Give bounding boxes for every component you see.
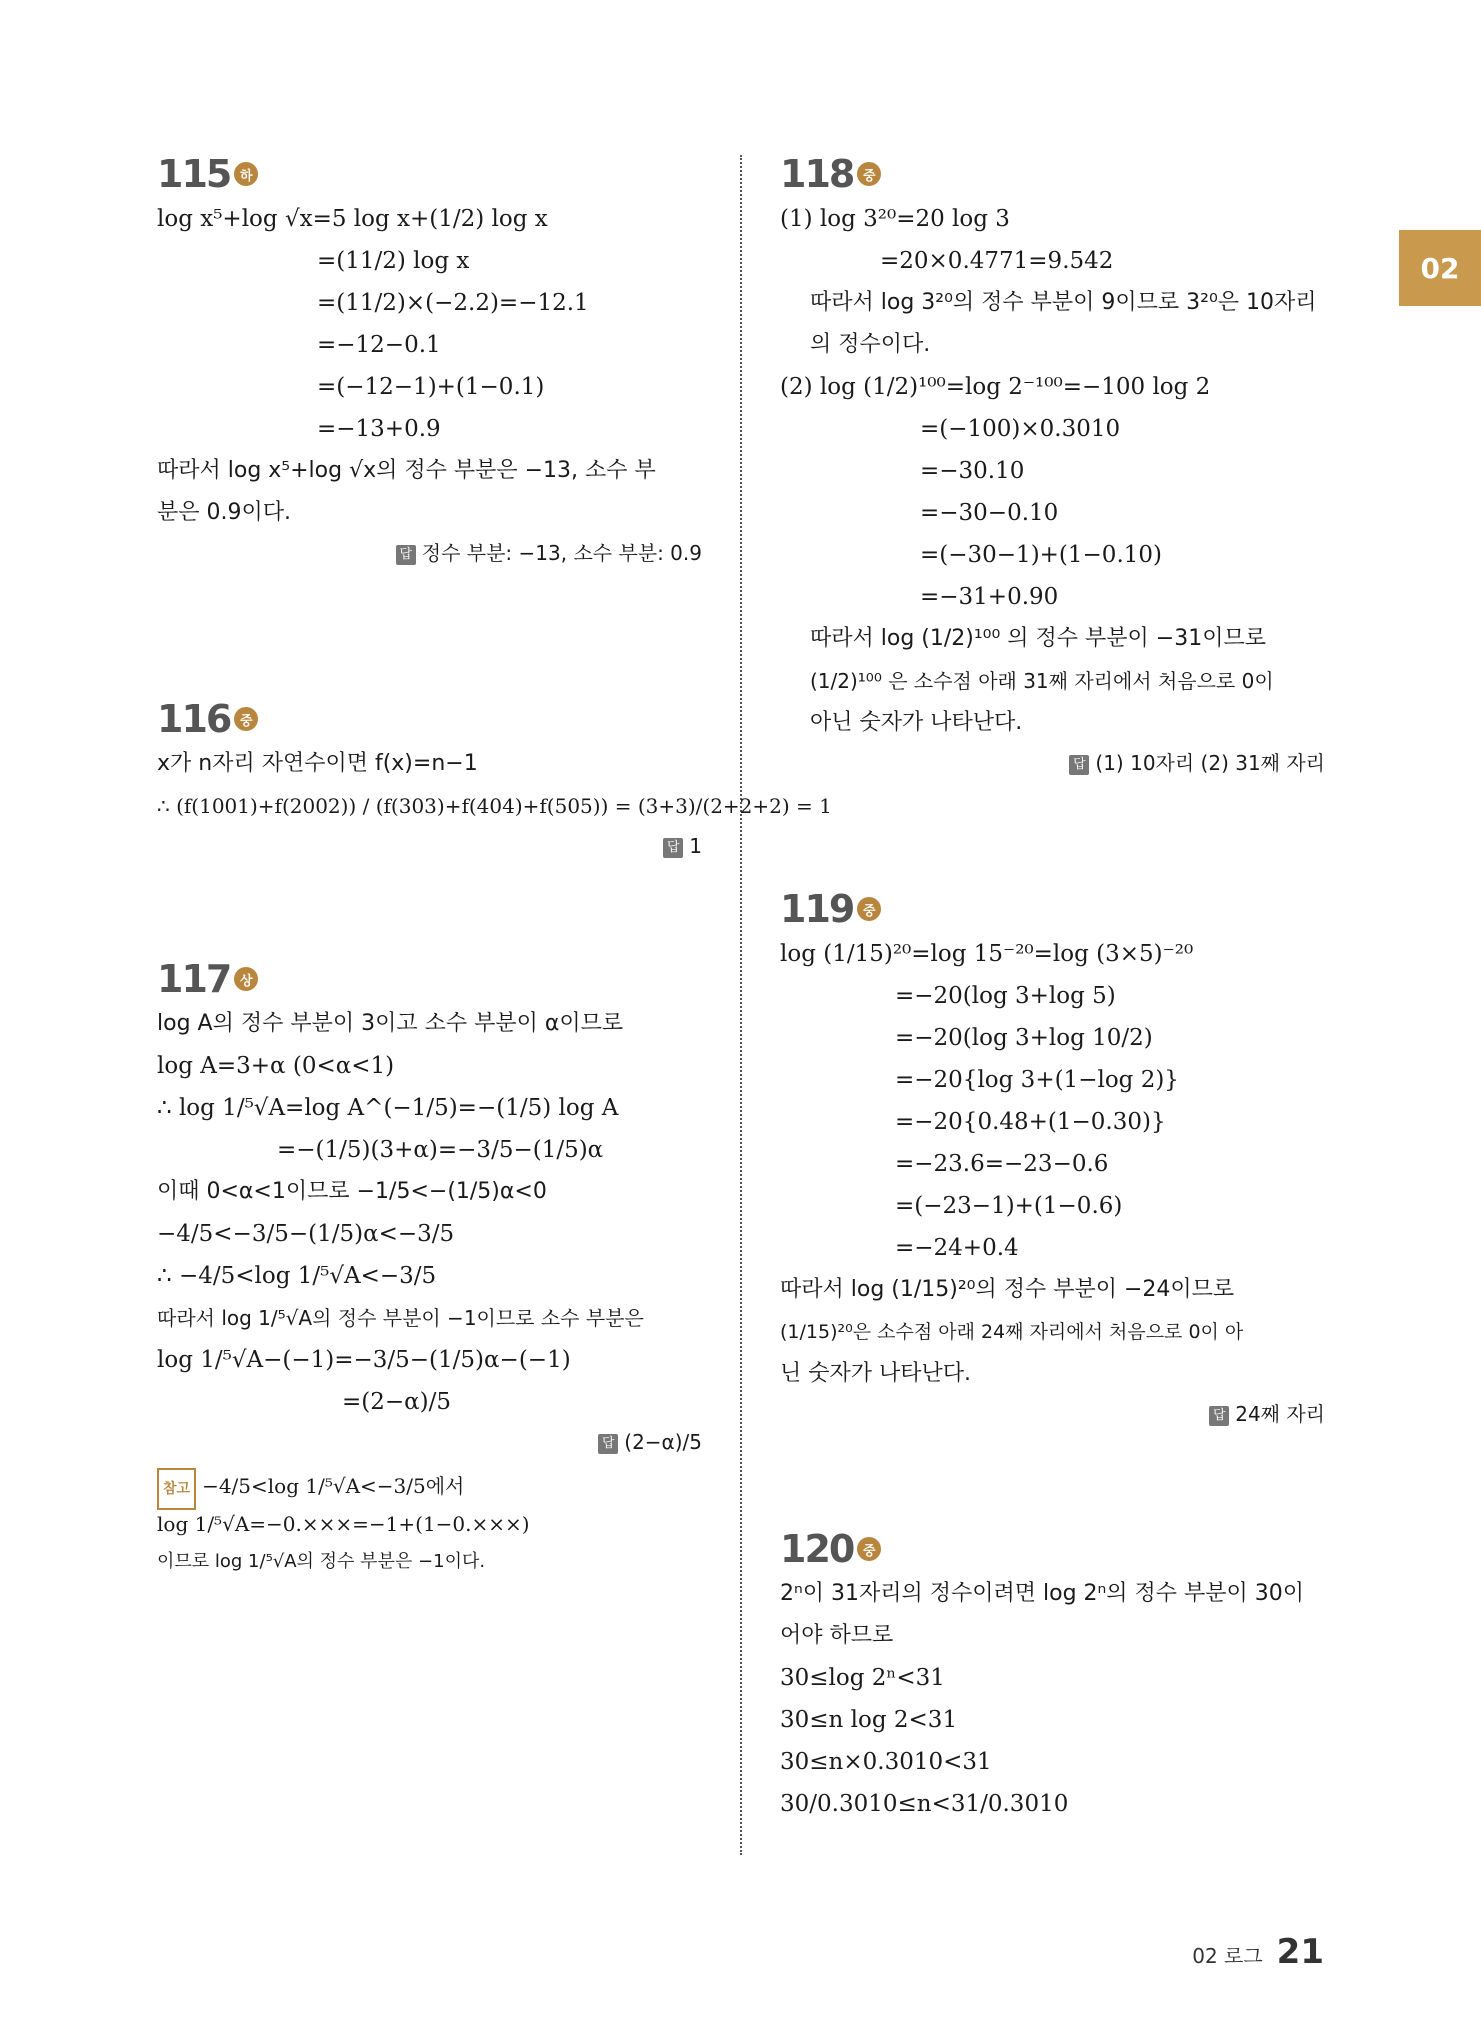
math-line: log 1/⁵√A−(−1)=−3/5−(1/5)α−(−1) <box>157 1347 571 1373</box>
math-line: =−23.6=−23−0.6 <box>895 1151 1109 1177</box>
text-line: 아닌 숫자가 나타난다. <box>810 710 1023 735</box>
math-line: log (1/15)²⁰=log 15⁻²⁰=log (3×5)⁻²⁰ <box>780 941 1194 967</box>
page-number: 21 <box>1276 1932 1324 1972</box>
problem-number <box>157 150 702 198</box>
text-line: 어야 하므로 <box>780 1623 894 1648</box>
math-line: =−20(log 3+log 10/2) <box>895 1025 1153 1051</box>
answer <box>780 744 1325 782</box>
text-line: 따라서 log (1/2)¹⁰⁰ 의 정수 부분이 −31이므로 <box>810 626 1266 651</box>
problem-number <box>157 695 702 743</box>
math-line: =(−12−1)+(1−0.1) <box>317 374 545 400</box>
math-line: =−24+0.4 <box>895 1235 1019 1261</box>
math-line: log x⁵+log √x=5 log x+(1/2) log x <box>157 206 548 232</box>
problem-119 <box>780 885 1325 1433</box>
answer <box>157 1423 702 1461</box>
math-line: log A=3+α (0<α<1) <box>157 1053 395 1079</box>
answer-text: 24째 자리 <box>1235 1402 1325 1426</box>
page-footer <box>1192 1932 1324 1972</box>
math-line: =−12−0.1 <box>317 332 441 358</box>
math-line: −4/5<−3/5−(1/5)α<−3/5 <box>157 1221 455 1247</box>
math-line: =−31+0.90 <box>920 584 1059 610</box>
difficulty-badge: 중 <box>234 707 258 731</box>
problem-120 <box>780 1525 1325 1825</box>
note-line: 이므로 log 1/⁵√A의 정수 부분은 −1이다. <box>157 1551 486 1572</box>
note-label: 참고 <box>157 1468 196 1510</box>
chapter-side-tab: 02 <box>1399 230 1481 306</box>
problem-number-text: 117 <box>157 957 231 1001</box>
problem-number-text: 120 <box>780 1527 854 1571</box>
answer-icon: 답 <box>598 1434 618 1454</box>
text-line: 의 정수이다. <box>810 332 931 357</box>
math-line: =(−30−1)+(1−0.10) <box>920 542 1162 568</box>
math-line: =−30.10 <box>920 458 1025 484</box>
problem-number-text: 118 <box>780 152 854 196</box>
difficulty-badge: 하 <box>234 162 258 186</box>
text-line: 따라서 log 3²⁰의 정수 부분이 9이므로 3²⁰은 10자리 <box>810 290 1317 315</box>
answer-icon: 답 <box>663 838 683 858</box>
difficulty-badge: 상 <box>234 967 258 991</box>
difficulty-badge: 중 <box>857 162 881 186</box>
math-line: ∴ log 1/⁵√A=log A^(−1/5)=−(1/5) log A <box>157 1095 619 1121</box>
math-line: 30≤n×0.3010<31 <box>780 1749 992 1775</box>
text-line: 이때 0<α<1이므로 −1/5<−(1/5)α<0 <box>157 1179 547 1204</box>
math-line: =(11/2)×(−2.2)=−12.1 <box>317 290 589 316</box>
math-line: =−30−0.10 <box>920 500 1059 526</box>
math-line: =20×0.4771=9.542 <box>880 248 1114 274</box>
text-line: log A의 정수 부분이 3이고 소수 부분이 α이므로 <box>157 1011 624 1036</box>
problem-number <box>780 885 1325 933</box>
answer-text: 1 <box>689 834 702 858</box>
note-text: −4/5<log 1/⁵√A<−3/5에서 <box>202 1474 465 1498</box>
text-line: 2ⁿ이 31자리의 정수이려면 log 2ⁿ의 정수 부분이 30이 <box>780 1581 1305 1606</box>
math-line: =(11/2) log x <box>317 248 470 274</box>
text-line: (1/15)²⁰은 소수점 아래 24째 자리에서 처음으로 0이 아 <box>780 1321 1244 1343</box>
answer <box>780 1395 1325 1433</box>
problem-number-text: 119 <box>780 887 854 931</box>
text-line: x가 n자리 자연수이면 f(x)=n−1 <box>157 751 478 776</box>
note-line <box>157 1467 702 1505</box>
text-line: 따라서 log (1/15)²⁰의 정수 부분이 −24이므로 <box>780 1277 1235 1302</box>
problem-116 <box>157 695 832 865</box>
text-line: 따라서 log x⁵+log √x의 정수 부분은 −13, 소수 부 <box>157 458 656 483</box>
problem-117 <box>157 955 702 1581</box>
note-line: log 1/⁵√A=−0.×××=−1+(1−0.×××) <box>157 1512 530 1536</box>
text-line: (1/2)¹⁰⁰ 은 소수점 아래 31째 자리에서 처음으로 0이 <box>810 669 1274 693</box>
column-divider <box>740 155 742 1855</box>
answer-icon: 답 <box>1209 1406 1229 1426</box>
math-line: 30≤n log 2<31 <box>780 1707 958 1733</box>
answer-text: (1) 10자리 (2) 31째 자리 <box>1095 751 1325 775</box>
math-line: =(−100)×0.3010 <box>920 416 1121 442</box>
text-line: 따라서 log 1/⁵√A의 정수 부분이 −1이므로 소수 부분은 <box>157 1306 644 1330</box>
problem-number <box>157 955 702 1003</box>
math-line: =−20(log 3+log 5) <box>895 983 1116 1009</box>
answer <box>157 827 702 865</box>
problem-number-text: 115 <box>157 152 231 196</box>
problem-number <box>780 150 1325 198</box>
text-line: 분은 0.9이다. <box>157 500 291 525</box>
math-line: ∴ −4/5<log 1/⁵√A<−3/5 <box>157 1263 437 1289</box>
problem-number-text: 116 <box>157 697 231 741</box>
answer-icon: 답 <box>1069 755 1089 775</box>
math-line: (2) log (1/2)¹⁰⁰=log 2⁻¹⁰⁰=−100 log 2 <box>780 374 1211 400</box>
math-line: (1) log 3²⁰=20 log 3 <box>780 206 1010 232</box>
footer-chapter: 02 로그 <box>1192 1944 1263 1968</box>
math-line: 30≤log 2ⁿ<31 <box>780 1665 945 1691</box>
math-line: ∴ (f(1001)+f(2002)) / (f(303)+f(404)+f(505)) = (3+3)/(2+2+2) = 1 <box>157 794 832 818</box>
problem-number <box>780 1525 1325 1573</box>
problem-118 <box>780 150 1325 782</box>
difficulty-badge: 중 <box>857 1537 881 1561</box>
math-line: =−20{log 3+(1−log 2)} <box>895 1067 1179 1093</box>
math-line: =(−23−1)+(1−0.6) <box>895 1193 1123 1219</box>
problem-115 <box>157 150 702 572</box>
math-line: =−20{0.48+(1−0.30)} <box>895 1109 1166 1135</box>
math-line: 30/0.3010≤n<31/0.3010 <box>780 1791 1069 1817</box>
math-line: =(2−α)/5 <box>342 1389 452 1415</box>
answer-text: (2−α)/5 <box>624 1430 702 1454</box>
answer <box>157 534 702 572</box>
text-line: 닌 숫자가 나타난다. <box>780 1361 971 1386</box>
reference-note <box>157 1467 702 1581</box>
math-line: =−(1/5)(3+α)=−3/5−(1/5)α <box>277 1137 604 1163</box>
answer-icon: 답 <box>396 545 416 565</box>
difficulty-badge: 중 <box>857 897 881 921</box>
math-line: =−13+0.9 <box>317 416 441 442</box>
answer-text: 정수 부분: −13, 소수 부분: 0.9 <box>421 541 702 565</box>
